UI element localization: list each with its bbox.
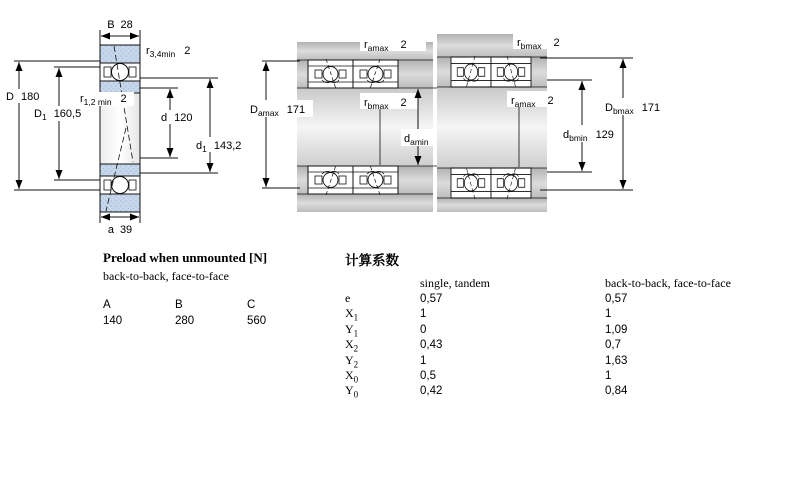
calculation-factors-table [345, 249, 775, 399]
preload-val-c: 560 [247, 315, 267, 327]
section-view [3, 19, 247, 236]
factor-row-y2: $Y_2$ 1 1,63 [345, 352, 628, 369]
dim-label-B: B 28 [107, 19, 133, 31]
dim-label-Dbmax: $D_{bmax}$ 171 [605, 102, 661, 116]
preload-val-b: 280 [175, 315, 195, 327]
factors-header-row [345, 276, 775, 291]
bearing-cell [308, 165, 353, 195]
factor-row-x2: $X_2$ 0,43 0,7 [345, 337, 621, 354]
preload-title: Preload when unmounted [N] [103, 250, 268, 265]
housing-bottom [437, 198, 547, 212]
dim-label-rbmax-ff: $r_{bmax}$ 2 [517, 37, 560, 51]
bearing-cell [491, 167, 531, 199]
outer-ring-top [100, 45, 140, 63]
dim-label-ramax-bb: $r_{amax}$ 2 [364, 39, 407, 53]
factors-col-paired: back-to-back, face-to-face [605, 276, 731, 290]
bearing-cell [308, 59, 353, 89]
dim-label-r34: $r_{3,4min}$ 2 [146, 45, 191, 59]
dim-label-rbmax-bb: $r_{bmax}$ 2 [364, 97, 407, 111]
dim-label-Damax: $D_{amax}$ 171 [250, 104, 306, 118]
bearing-cell [451, 167, 491, 199]
bearing-cell [353, 59, 398, 89]
preload-col-a: A [103, 299, 111, 311]
dim-label-D: D 180 [6, 91, 40, 103]
factors-title: 计算系数 [345, 253, 399, 268]
preload-col-b: B [175, 299, 183, 311]
factor-row-e: e 0,57 0,57 [345, 291, 628, 305]
dim-label-d1: $d_1$ 143,2 [196, 140, 242, 154]
dim-label-dbmin: $d_{bmin}$ 129 [563, 129, 614, 143]
bearing-cell [353, 165, 398, 195]
preload-table [103, 250, 319, 327]
dim-label-d: d 120 [161, 112, 193, 124]
arrangement-face-to-face [437, 33, 672, 212]
housing-bottom [297, 194, 433, 212]
bearing-drawing [0, 0, 800, 245]
dim-label-ramax-ff: $r_{amax}$ 2 [511, 95, 554, 109]
bearing-cell [451, 56, 491, 88]
preload-header-row [103, 299, 319, 311]
dim-label-damin: $d_{amin}$ [404, 133, 429, 147]
factor-row-x0: $X_0$ 0,5 1 [345, 367, 612, 385]
inner-ring-bottom [100, 164, 140, 176]
preload-subtitle: back-to-back, face-to-face [103, 269, 229, 283]
bearing-cell [491, 56, 531, 88]
dim-label-D1: $D_1$ 160,5 [34, 108, 82, 122]
factor-row-y1: $Y_1$ 0 1,09 [345, 321, 628, 339]
factor-row-x1: $X_1$ 1 1 [345, 306, 612, 323]
dim-label-a: a 39 [107, 224, 133, 236]
ball-top [112, 64, 129, 81]
preload-value-row [103, 315, 319, 327]
dim-label-r12: $r_{1,2 min}$ 2 [80, 93, 127, 107]
arrangement-back-to-back [247, 35, 469, 212]
ball-bottom [112, 177, 129, 194]
factor-row-y0: $Y_0$ 0,42 0,84 [345, 383, 628, 400]
preload-val-a: 140 [103, 315, 123, 327]
preload-col-c: C [247, 299, 256, 311]
factors-col-single: single, tandem [420, 276, 490, 290]
